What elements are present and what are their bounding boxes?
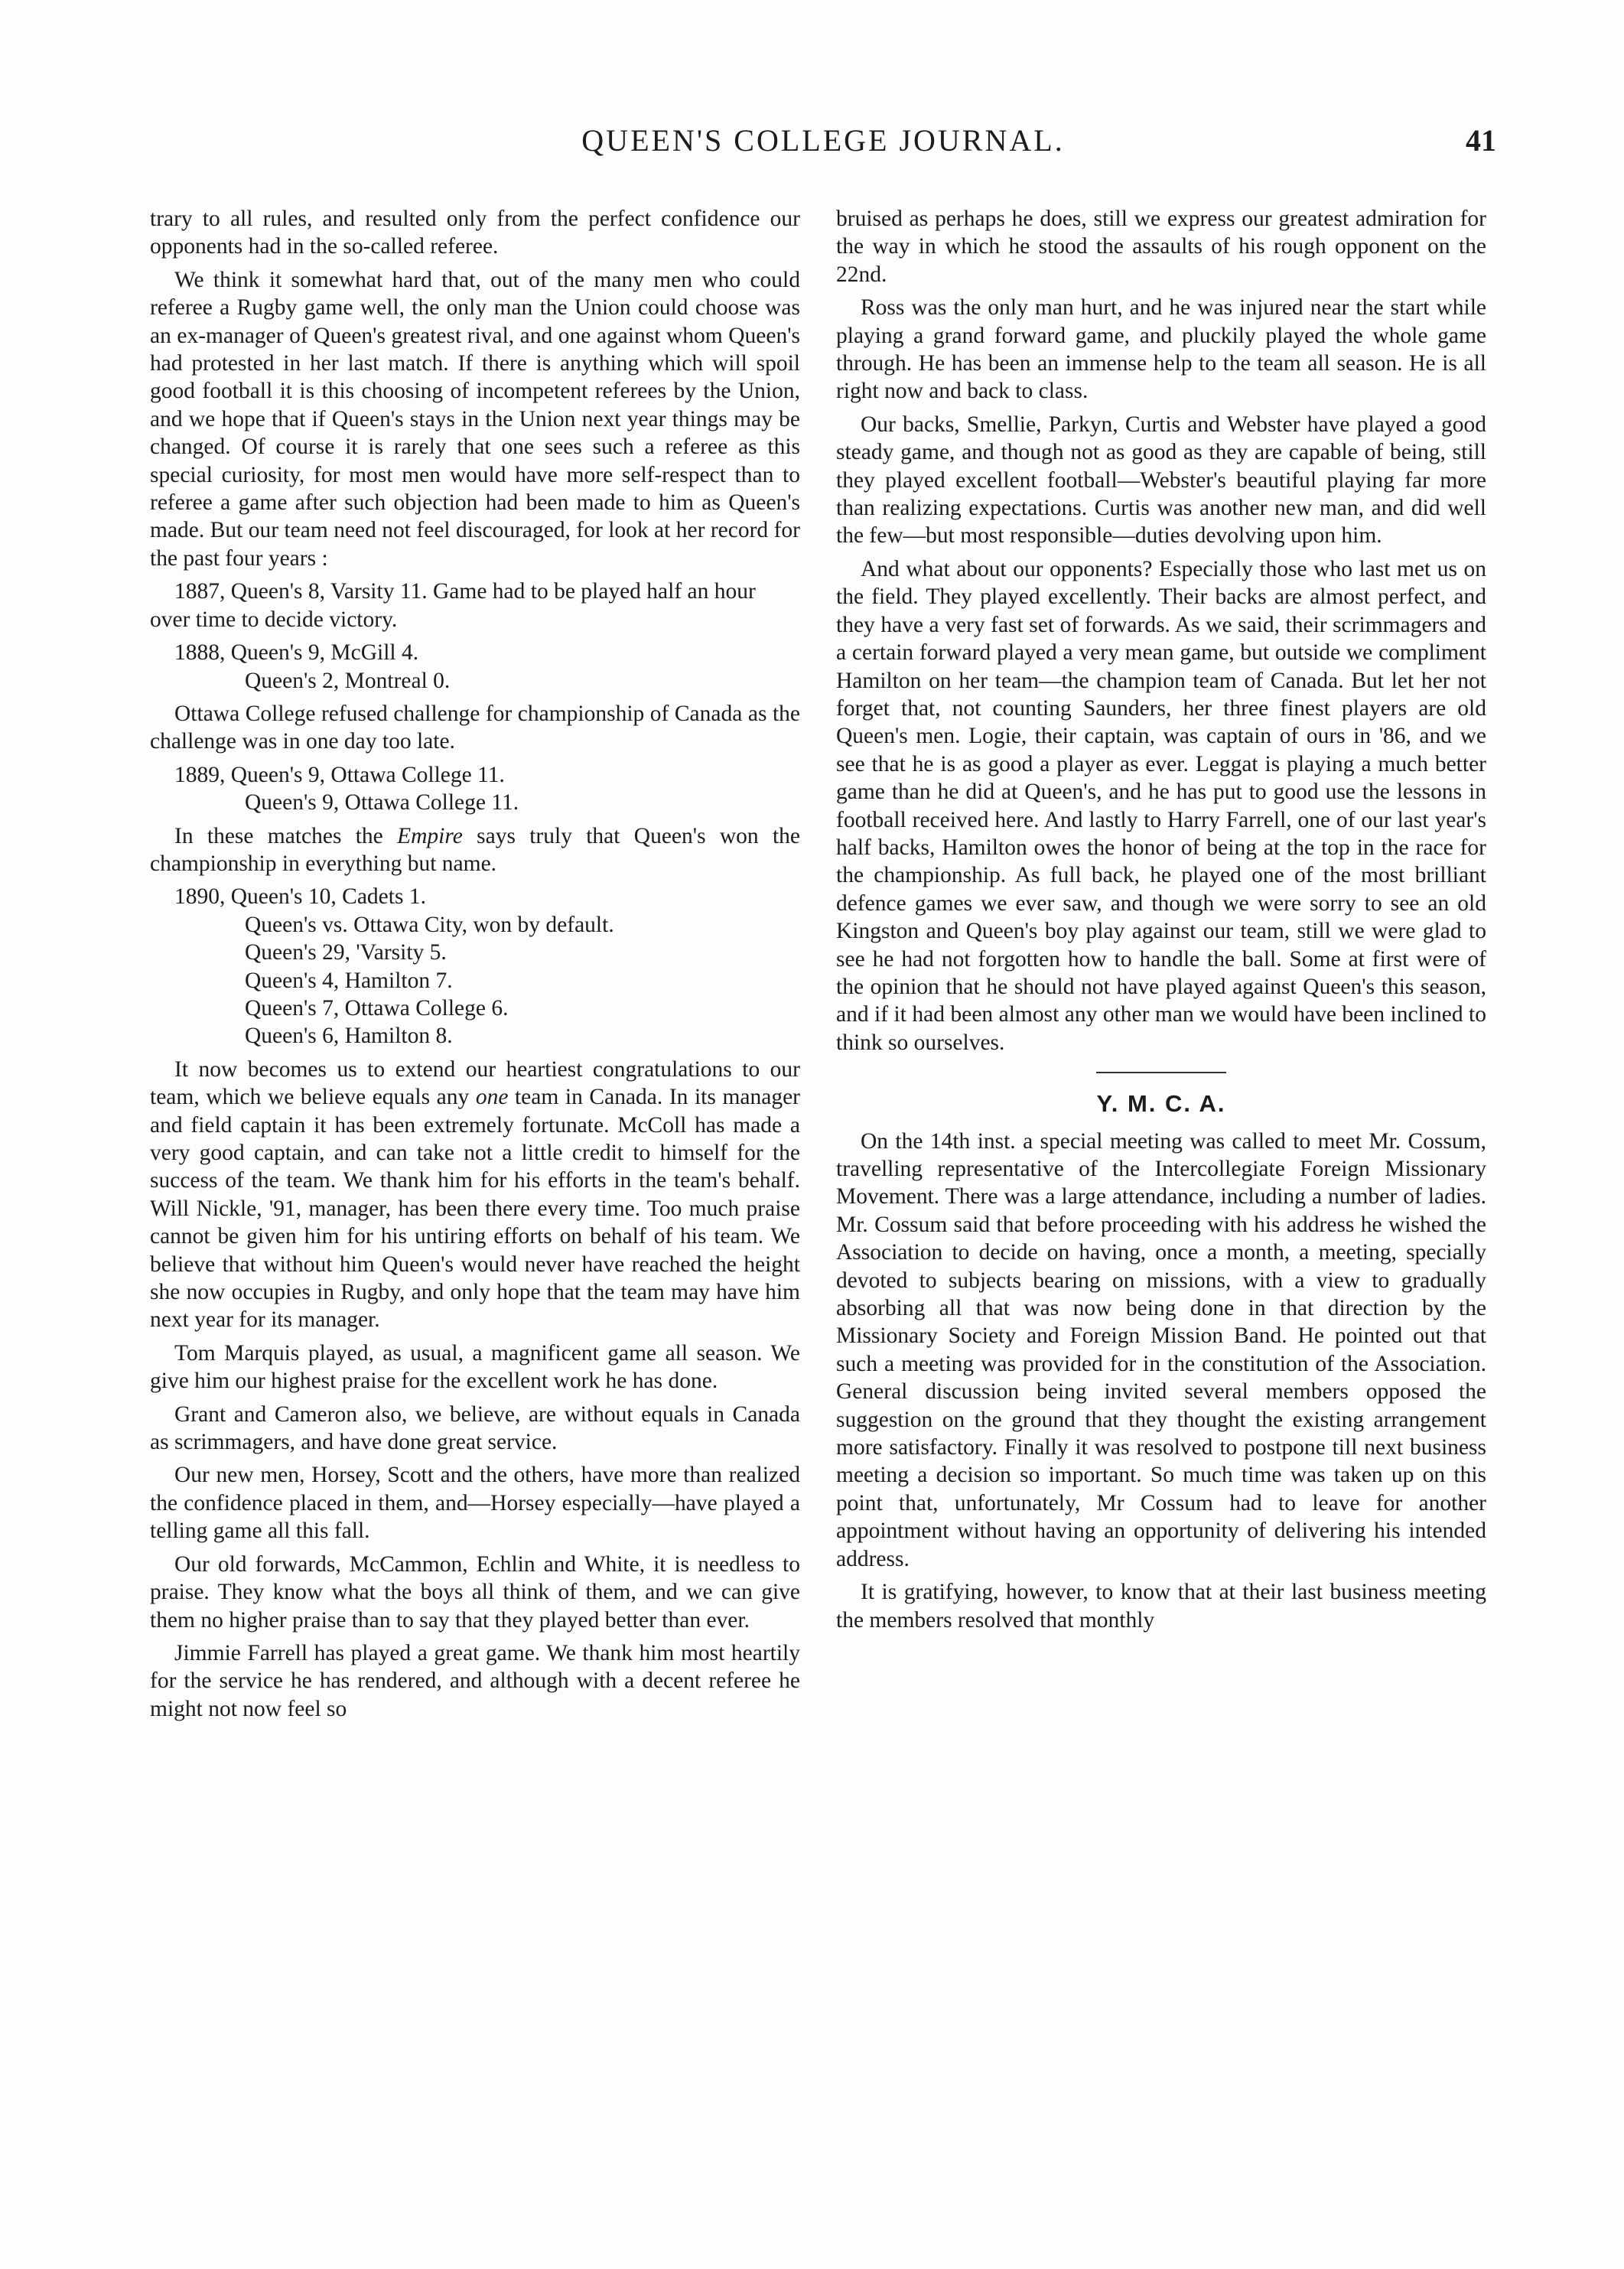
record-1890-sub: Queen's 7, Ottawa College 6. bbox=[245, 995, 509, 1021]
paragraph: Our old forwards, McCammon, Echlin and White, it is needless to praise. They know what the boys all think of them, and we can give them no higher praise than to say that they played better than ever. bbox=[150, 1551, 800, 1633]
right-column bbox=[836, 205, 1486, 1639]
paragraph: Jimmie Farrell has played a great game. We thank him most heartily for the service he has rendered, and although with a decent referee he might not now feel so bbox=[150, 1640, 800, 1721]
paragraph: trary to all rules, and resulted only from the perfect confidence our opponents had in the so-called referee. bbox=[150, 207, 800, 259]
paragraph: In these matches the Empire says truly that Queen's won the championship in everything but name. bbox=[150, 823, 800, 876]
record-1890-sub: Queen's vs. Ottawa City, won by default. bbox=[245, 912, 614, 937]
paragraph: Our backs, Smellie, Parkyn, Curtis and Webster have played a good steady game, and though not as good as they are capable of being, still they played excellent football—Webster's beautiful playing far more than realizing expectations. Curtis was another new man, and did well the few—but most responsible—duties devolving upon him. bbox=[836, 412, 1486, 549]
paragraph: It now becomes us to extend our heartiest congratulations to our team, which we believe equals any one team in Canada. In its manager and field captain it has been extremely fortunate. McColl has made a very good captain, and can take not a little credit to himself for the success of the team. We thank him for his efforts in the team's behalf. Will Nickle, '91, manager, has been there every time. Too much praise cannot be given him for his untiring efforts on behalf of his team. We believe that without him Queen's would never have reached the height she now occupies in Rugby, and only hope that the team may have him next year for its manager. bbox=[150, 1056, 800, 1333]
paragraph: Ottawa College refused challenge for championship of Canada as the challenge was in one day too late. bbox=[150, 701, 800, 754]
paragraph: We think it somewhat hard that, out of the many men who could referee a Rugby game well, the only man the Union could choose was an ex-manager of Queen's greatest rival, and one against whom Queen's had protested in her last match. If there is anything which will spoil good football it is this choosing of incompetent referees by the Union, and we hope that if Queen's stays in the Union next year things may be changed. Of course it is rarely that one sees such a referee as this special curiosity, for most men would have more self-respect than to referee a game after such objection had been made to him as Queen's made. But our team need not feel discouraged, for look at her record for the past four years : bbox=[150, 267, 800, 571]
newspaper-title: Empire bbox=[397, 823, 463, 848]
page-number: 41 bbox=[1466, 123, 1496, 158]
section-heading: Y. M. C. A. bbox=[1096, 1090, 1226, 1118]
emphasis: one bbox=[475, 1085, 509, 1110]
left-column bbox=[150, 205, 800, 1728]
paragraph: And what about our opponents? Especially those who last met us on the field. They played excellently. Their backs are almost perfect, and they have a very fast set of forwards. As we said, their scrimmagers and a certain forward played a very mean game, but outside we compliment Hamilton on her team—the champion team of Canada. But let her not forget that, not counting Saunders, her three finest players are old Queen's men. Logie, their captain, was captain of ours in '86, and we see that he is as good a player as ever. Leggat is playing a much better game than he did at Queen's, and he has put to good use the lessons in football received here. And lastly to Harry Farrell, one of our last year's half backs, Hamilton owes the honor of being at the top in the race for the championship. As full back, he played one of the most brilliant defence games we ever saw, and though we were sorry to see an old Kingston and Queen's boy play against our team, still we were glad to see he had not forgotten how to handle the ball. Some at first were of the opinion that he should not have played against Queen's this season, and if it had been almost any other man we would have been inclined to think so ourselves. bbox=[836, 556, 1486, 1055]
paragraph: It is gratifying, however, to know that at their last business meeting the members resolved that monthly bbox=[836, 1580, 1486, 1633]
paragraph: Tom Marquis played, as usual, a magnificent game all season. We give him our highest praise for the excellent work he has done. bbox=[150, 1340, 800, 1394]
paragraph: Grant and Cameron also, we believe, are without equals in Canada as scrimmagers, and have done great service. bbox=[150, 1401, 800, 1455]
paragraph: Ross was the only man hurt, and he was injured near the start while playing a grand forward game, and pluckily played the whole game through. He has been an immense help to the team all season. He is all right now and back to class. bbox=[836, 295, 1486, 404]
paragraph: bruised as perhaps he does, still we express our greatest admiration for the way in which he stood the assaults of his rough opponent on the 22nd. bbox=[836, 207, 1486, 287]
record-1887: 1887, Queen's 8, Varsity 11. Game had to be played half an hour over time to decide victory. bbox=[150, 579, 756, 632]
section-divider bbox=[1096, 1072, 1226, 1073]
record-1890-sub: Queen's 29, 'Varsity 5. bbox=[245, 940, 447, 965]
running-head: QUEEN'S COLLEGE JOURNAL. bbox=[581, 123, 1065, 158]
record-1888-sub: Queen's 2, Montreal 0. bbox=[245, 668, 451, 693]
record-1890: 1890, Queen's 10, Cadets 1. bbox=[174, 884, 426, 910]
record-1888: 1888, Queen's 9, McGill 4. bbox=[174, 640, 419, 666]
record-1889: 1889, Queen's 9, Ottawa College 11. bbox=[174, 762, 505, 787]
paragraph: On the 14th inst. a special meeting was called to meet Mr. Cossum, travelling representative of the Intercollegiate Foreign Missionary Movement. There was a large attendance, including a number of ladies. Mr. Cossum said that before proceeding with his address he wished the Association to decide on having, once a month, a meeting, specially devoted to subjects bearing on missions, with a view to gradually absorbing all that was now being done in that direction by the Missionary Society and Foreign Mission Band. He pointed out that such a meeting was provided for in the constitution of the Association. General discussion being invited several members opposed the suggestion on the ground that they thought the existing arrangement more satisfactory. Finally it was resolved to postpone till next business meeting a decision so important. So much time was taken up on this point that, unfortunately, Mr Cossum had to leave for another appointment without having an opportunity of delivering his intended address. bbox=[836, 1128, 1486, 1571]
record-1890-sub: Queen's 4, Hamilton 7. bbox=[245, 968, 453, 993]
page-header bbox=[150, 122, 1496, 168]
record-1889-sub: Queen's 9, Ottawa College 11. bbox=[245, 790, 519, 815]
record-1890-sub: Queen's 6, Hamilton 8. bbox=[245, 1024, 453, 1049]
paragraph: Our new men, Horsey, Scott and the others, have more than realized the confidence placed in them, and—Horsey especially—have played a telling game all this fall. bbox=[150, 1463, 800, 1544]
